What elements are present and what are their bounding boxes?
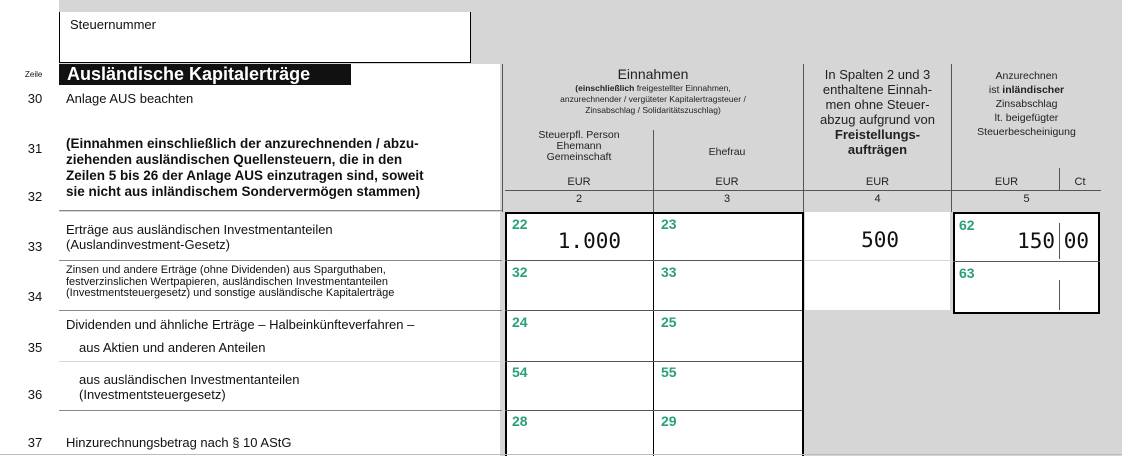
row-number: 30 [27, 91, 43, 106]
grid-line [59, 260, 502, 261]
section-title: Ausländische Kapitalerträge [59, 64, 351, 85]
field-code: 28 [512, 413, 528, 429]
col5-header-text [953, 69, 1100, 139]
r34-col2-input[interactable] [509, 263, 651, 308]
row-label [66, 265, 394, 300]
instruction-line: sie nicht aus inländischem Sondervermögen stammen) [66, 184, 421, 199]
einnahmen-sub-rest: freigestellter Einnahmen, [634, 83, 731, 93]
row-36 [59, 362, 500, 410]
r33-col4-input[interactable] [805, 212, 950, 260]
r37-col2-input[interactable] [509, 412, 651, 456]
instruction-line: ziehenden ausländischen Quellensteuern, die in den [66, 152, 403, 167]
steuernummer-field[interactable] [59, 12, 471, 63]
grid-line [653, 212, 654, 456]
instruction-text [66, 136, 498, 200]
row-label-line: (Investmentsteuergesetz) und sonstige ausländische Kapitalerträge [66, 287, 395, 299]
r37-col3-input[interactable] [656, 412, 798, 456]
grid-line [505, 361, 802, 362]
r33-col5-input[interactable] [955, 214, 1098, 259]
grid-line [1059, 168, 1060, 190]
field-value: 500 [861, 228, 899, 252]
col2-unit: EUR [567, 176, 591, 188]
row-35 [59, 311, 500, 361]
col4-header-line: men ohne Steuer- [825, 97, 930, 112]
grid-line [653, 130, 654, 212]
title-bg [351, 64, 500, 85]
r34-col5-input[interactable] [955, 263, 1098, 308]
r35-col3-input[interactable] [656, 313, 798, 359]
col5-header [953, 64, 1100, 210]
grid-line [505, 410, 802, 411]
bottom-edge [0, 454, 1122, 455]
col5-header-part: ist [988, 84, 1003, 96]
col2-header-line: Steuerpfl. Person [538, 129, 620, 141]
r36-col3-input[interactable] [656, 363, 798, 408]
grid-line [505, 260, 802, 261]
col5-unit-eur: EUR [994, 176, 1019, 188]
field-value: 1.000 [557, 229, 621, 253]
col5-header-line: Anzurechnen [995, 70, 1058, 82]
grid-line [505, 310, 802, 311]
row-label-line: (Auslandinvestment-Gesetz) [66, 237, 231, 252]
einnahmen-subtitle [505, 83, 801, 116]
col5-header-line: lt. beigefügter [994, 112, 1059, 124]
col4-header [805, 64, 950, 210]
col5-unit-ct: Ct [1074, 176, 1086, 188]
field-code: 62 [959, 217, 975, 233]
row-number: 37 [27, 435, 43, 450]
col5-number: 5 [1023, 193, 1030, 205]
r35-col2-input[interactable] [509, 313, 651, 359]
row-33 [59, 212, 500, 260]
row-number: 33 [27, 239, 43, 254]
field-code: 32 [512, 264, 528, 280]
einnahmen-sub-line: anzurechnender / vergüteter Kapitalertragsteuer / [560, 94, 746, 104]
col2-header-line: Ehemann [556, 140, 602, 152]
field-code: 63 [959, 265, 975, 281]
instruction-line: Zeilen 5 bis 26 der Anlage AUS einzutragen sind, soweit [66, 168, 424, 183]
r33-col2-input[interactable] [509, 214, 651, 258]
field-code: 33 [661, 264, 677, 280]
row-label-line: festverzinslichen Wertpapieren, ausländischen Investmentanteilen [66, 275, 389, 288]
row-number: 36 [27, 387, 43, 402]
field-code: 22 [512, 216, 528, 232]
row-label-line: Erträge aus ausländischen Investmentanteilen [66, 222, 333, 237]
row-34 [59, 261, 500, 310]
col2-header [505, 130, 653, 163]
col4-header-line: Freistellungs- [834, 127, 921, 142]
grid-line [505, 190, 1101, 191]
row-label: Hinzurechnungsbetrag nach § 10 AStG [66, 435, 292, 450]
row-label: aus Aktien und anderen Anteilen [79, 340, 266, 355]
row-number: 35 [27, 340, 43, 355]
field-code: 23 [661, 216, 677, 232]
field-value-ct: 00 [1063, 229, 1089, 253]
grid-line [59, 410, 502, 411]
einnahmen-sub-line: Zinsabschlag / Solidaritätszuschlag) [585, 105, 721, 115]
row-label-line: (Investmentsteuergesetz) [79, 387, 226, 402]
col2-header-line: Gemeinschaft [546, 151, 612, 163]
col4-header-line: aufträgen [847, 142, 908, 157]
steuernummer-label: Steuernummer [70, 17, 156, 32]
col5-header-line: Zinsabschlag [995, 98, 1058, 110]
r34-col3-input[interactable] [656, 263, 798, 308]
field-code: 55 [661, 364, 677, 380]
col5-header-line: Steuerbescheinigung [977, 126, 1076, 138]
row-number: 34 [27, 289, 43, 304]
row-label-line: Zinsen und andere Erträge (ohne Dividenden) aus Sparguthaben, [66, 264, 386, 276]
field-code: 29 [661, 413, 677, 429]
row-label-heading: Dividenden und ähnliche Erträge – Halbeinkünfteverfahren – [66, 317, 415, 332]
col3-unit: EUR [715, 176, 739, 188]
r36-col2-input[interactable] [509, 363, 651, 408]
r33-col3-input[interactable] [656, 214, 798, 258]
einnahmen-title: Einnahmen [617, 66, 689, 82]
grid-line [59, 210, 502, 211]
grid-line [502, 64, 503, 212]
zeile-label: Zeile [25, 70, 43, 79]
col3-number: 3 [723, 193, 731, 205]
field-value-eur: 150 [1017, 229, 1055, 253]
row-number: 31 [27, 141, 43, 156]
r34-col4-input[interactable] [805, 261, 950, 310]
einnahmen-sub-bold: (einschließlich [575, 83, 635, 93]
row-label [79, 372, 299, 402]
col4-header-line: enthaltene Einnah- [822, 82, 933, 97]
instruction-line: (Einnahmen einschließlich der anzurechnenden / abzu- [66, 136, 419, 151]
field-code: 54 [512, 364, 528, 380]
row-label-line: aus ausländischen Investmentanteilen [79, 372, 300, 387]
col4-header-line: In Spalten 2 und 3 [824, 67, 931, 82]
row-label: Anlage AUS beachten [66, 91, 194, 106]
col4-header-text [805, 67, 950, 157]
grid-line [953, 261, 1100, 262]
col4-number: 4 [874, 193, 881, 205]
col5-header-bold: inländischer [1002, 84, 1065, 96]
field-code: 24 [512, 314, 528, 330]
row-37 [59, 411, 500, 456]
row-label [66, 222, 333, 252]
grid-line [59, 310, 502, 311]
field-code: 25 [661, 314, 677, 330]
row-number: 32 [27, 189, 43, 204]
col4-unit: EUR [865, 176, 890, 188]
col3-header: Ehefrau [708, 146, 746, 158]
col2-number: 2 [575, 193, 583, 205]
col4-header-line: abzug aufgrund von [820, 112, 935, 127]
